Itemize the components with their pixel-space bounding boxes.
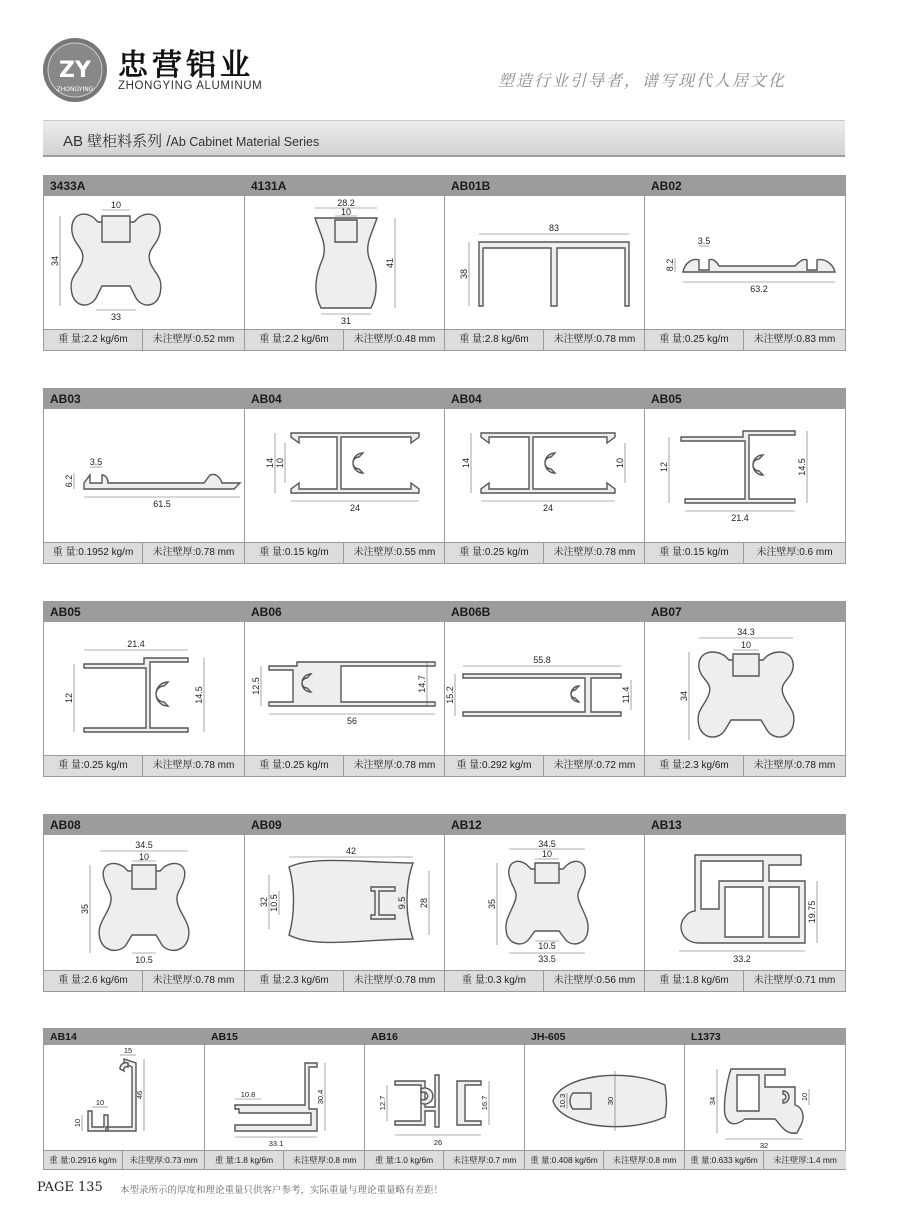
profile-card	[244, 389, 445, 563]
dim-label: 24	[542, 503, 554, 513]
thickness-label: 未注壁厚:0.78 mm	[353, 975, 436, 986]
weight-label: 重 量:0.292 kg/m	[445, 756, 544, 776]
dim-label: 11.4	[621, 686, 631, 704]
profile-code: AB09	[245, 815, 445, 835]
thickness-label: 未注壁厚:0.72 mm	[553, 760, 636, 771]
profile-drawing	[525, 1045, 685, 1151]
weight-label: 重 量:0.3 kg/m	[445, 971, 544, 991]
dim-label: 15.2	[445, 686, 455, 704]
profile-code: AB07	[645, 602, 845, 622]
thickness-label: 未注壁厚:0.78 mm	[553, 547, 636, 558]
page-number: PAGE 135	[37, 1180, 103, 1195]
profile-code: AB06	[245, 602, 445, 622]
dim-label: 14.7	[417, 675, 427, 693]
profile-spec	[44, 1150, 204, 1169]
profile-code: AB04	[245, 389, 445, 409]
profile-card	[644, 389, 845, 563]
profile-spec	[365, 1150, 525, 1169]
profile-card	[444, 815, 645, 991]
brand-name-cn: 忠营铝业	[118, 48, 254, 83]
profile-code: AB12	[445, 815, 645, 835]
profile-card	[444, 389, 645, 563]
dim-label: 61.5	[153, 499, 171, 509]
profile-spec	[645, 329, 845, 350]
dim-label: 12.7	[378, 1095, 387, 1111]
weight-label: 重 量:1.8 kg/6m	[645, 971, 744, 991]
dim-label: 10.5	[269, 894, 279, 912]
profile-drawing	[205, 1045, 365, 1151]
profile-spec	[205, 1150, 365, 1169]
profile-spec	[245, 329, 445, 350]
profile-drawing	[445, 409, 645, 542]
dim-label: 32	[259, 896, 269, 908]
profile-code: JH-605	[525, 1029, 685, 1045]
profile-drawing	[245, 835, 445, 970]
thickness-label: 未注壁厚:0.52 mm	[152, 334, 235, 345]
profile-spec	[44, 542, 244, 563]
dim-label: 12	[659, 461, 669, 473]
dim-label: 3.5	[697, 236, 711, 246]
profile-drawing	[445, 835, 645, 970]
dim-label: 34	[679, 690, 689, 702]
dim-label: 21.4	[127, 639, 145, 649]
profile-card	[244, 815, 445, 991]
profile-spec	[445, 970, 645, 991]
profile-drawing	[645, 622, 845, 755]
profile-drawing	[44, 196, 244, 329]
dim-label: 10	[110, 200, 122, 210]
dim-label: 28	[419, 897, 429, 909]
dim-label: 10	[95, 1098, 105, 1107]
profile-drawing	[44, 1045, 204, 1151]
profile-card	[444, 602, 645, 776]
dim-label: 15	[123, 1046, 133, 1055]
weight-label: 重 量:0.15 kg/m	[645, 543, 744, 563]
dim-label: 14	[461, 457, 471, 469]
thickness-label: 未注壁厚:0.83 mm	[753, 334, 836, 345]
thickness-label: 未注壁厚:0.8 mm	[612, 1155, 677, 1165]
profile-drawing	[44, 835, 244, 970]
footer-note: 本型录所示的厚度和理论重量只供客户参考，实际重量与理论重量略有差距！	[120, 1185, 444, 1196]
weight-label: 重 量:0.25 kg/m	[445, 543, 544, 563]
dim-label: 10.5	[538, 941, 556, 951]
thickness-label: 未注壁厚:0.78 mm	[353, 760, 436, 771]
profile-code: AB03	[44, 389, 244, 409]
profile-spec	[445, 542, 645, 563]
dim-label: 3.5	[89, 457, 103, 467]
profile-drawing	[445, 196, 645, 329]
profile-spec	[245, 970, 445, 991]
dim-label: 56	[346, 716, 358, 726]
profile-drawing	[685, 1045, 845, 1151]
profile-code: AB06B	[445, 602, 645, 622]
series-title-bar	[43, 120, 845, 157]
brand-name-en: ZHONGYING ALUMINUM	[118, 80, 263, 92]
thickness-label: 未注壁厚:0.78 mm	[553, 334, 636, 345]
dim-label: 21.4	[731, 513, 749, 523]
profile-drawing	[365, 1045, 525, 1151]
profile-card	[644, 602, 845, 776]
weight-label: 重 量:2.2 kg/6m	[245, 330, 344, 350]
weight-label: 重 量:0.25 kg/m	[645, 330, 744, 350]
profile-drawing	[44, 409, 244, 542]
dim-label: 12	[64, 692, 74, 704]
weight-label: 重 量:1.0 kg/6m	[365, 1151, 444, 1169]
series-title	[63, 130, 319, 151]
dim-label: 35	[80, 903, 90, 915]
thickness-label: 未注壁厚:0.7 mm	[452, 1155, 517, 1165]
logo-letters: ZY	[59, 58, 91, 83]
profile-drawing	[245, 196, 445, 329]
profile-code: AB04	[445, 389, 645, 409]
profile-spec	[445, 755, 645, 776]
dim-label: 14.5	[194, 686, 204, 704]
dim-label: 26	[433, 1138, 443, 1147]
weight-label: 重 量:2.3 kg/6m	[245, 971, 344, 991]
profile-card	[644, 815, 845, 991]
profile-code: 4131A	[245, 176, 445, 196]
profile-card	[244, 602, 445, 776]
dim-label: 9.5	[397, 896, 407, 910]
dim-label: 55.8	[533, 655, 551, 665]
profile-spec	[645, 542, 845, 563]
profile-spec	[245, 542, 445, 563]
dim-label: 10	[800, 1092, 809, 1102]
dim-label: 10.5	[135, 955, 153, 965]
profile-code: AB02	[645, 176, 845, 196]
profile-code: AB13	[645, 815, 845, 835]
profile-spec	[645, 755, 845, 776]
profile-drawing	[44, 622, 244, 755]
thickness-label: 未注壁厚:0.56 mm	[553, 975, 636, 986]
dim-label: 16.7	[480, 1095, 489, 1111]
weight-label: 重 量:0.25 kg/m	[44, 756, 143, 776]
series-title-en: Ab Cabinet Material Series	[170, 135, 320, 149]
thickness-label: 未注壁厚:0.78 mm	[152, 760, 235, 771]
dim-label: 10	[275, 457, 285, 469]
dim-label: 33.1	[268, 1139, 284, 1148]
profile-code: L1373	[685, 1029, 846, 1045]
dim-label: 30.4	[316, 1089, 325, 1105]
dim-label: 63.2	[750, 284, 768, 294]
slogan: 塑造行业引导者，谱写现代人居文化	[498, 71, 787, 90]
dim-label: 32	[759, 1141, 769, 1150]
dim-label: 34.5	[135, 840, 153, 850]
dim-label: 24	[349, 503, 361, 513]
thickness-label: 未注壁厚:0.8 mm	[292, 1155, 357, 1165]
thickness-label: 未注壁厚:0.48 mm	[353, 334, 436, 345]
profile-card	[44, 1029, 204, 1169]
profile-row-4	[43, 814, 846, 992]
profile-drawing	[645, 196, 845, 329]
dim-label: 33.5	[538, 954, 556, 964]
profile-code: AB01B	[445, 176, 645, 196]
profile-card	[44, 815, 244, 991]
profile-spec	[44, 329, 244, 350]
dim-label: 12.5	[251, 677, 261, 695]
profile-card	[44, 176, 244, 350]
profile-spec	[44, 970, 244, 991]
dim-label: 34	[708, 1096, 717, 1106]
profile-row-5	[43, 1028, 846, 1170]
dim-label: 33	[110, 312, 122, 322]
dim-label: 33.2	[733, 954, 751, 964]
dim-label: 42	[345, 846, 357, 856]
thickness-label: 未注壁厚:0.6 mm	[756, 547, 833, 558]
dim-label: 10.3	[558, 1093, 567, 1109]
profile-drawing	[445, 622, 645, 755]
thickness-label: 未注壁厚:0.71 mm	[753, 975, 836, 986]
dim-label: 10	[740, 640, 752, 650]
dim-label: 8.2	[665, 258, 675, 272]
profile-spec	[44, 755, 244, 776]
dim-label: 34.3	[737, 627, 755, 637]
profile-code: AB08	[44, 815, 244, 835]
profile-drawing	[245, 622, 445, 755]
profile-code: AB05	[44, 602, 244, 622]
profile-code: 3433A	[44, 176, 244, 196]
profile-spec	[525, 1150, 685, 1169]
profile-row-1	[43, 175, 846, 351]
dim-label: 34	[50, 255, 60, 267]
profile-card	[44, 389, 244, 563]
weight-label: 重 量:0.2916 kg/m	[44, 1151, 123, 1169]
thickness-label: 未注壁厚:0.73 mm	[129, 1155, 198, 1165]
dim-label: 35	[487, 898, 497, 910]
dim-label: 14.5	[797, 458, 807, 476]
dim-label: 10	[541, 849, 553, 859]
brand-logo	[42, 37, 108, 103]
profile-row-2	[43, 388, 846, 564]
dim-label: 6.2	[64, 474, 74, 488]
profile-card	[204, 1029, 365, 1169]
profile-card	[44, 602, 244, 776]
dim-label: 30	[606, 1096, 615, 1106]
profile-code: AB15	[205, 1029, 365, 1045]
profile-card	[524, 1029, 685, 1169]
thickness-label: 未注壁厚:0.78 mm	[152, 547, 235, 558]
profile-spec	[245, 755, 445, 776]
profile-card	[684, 1029, 846, 1169]
profile-row-3	[43, 601, 846, 777]
dim-label: 28.2	[337, 198, 355, 208]
logo-subtext: ZHONGYING	[56, 86, 94, 93]
dim-label: 10	[340, 207, 352, 217]
dim-label: 38	[459, 268, 469, 280]
weight-label: 重 量:0.633 kg/6m	[685, 1151, 764, 1169]
dim-label: 10	[615, 457, 625, 469]
weight-label: 重 量:0.408 kg/6m	[525, 1151, 604, 1169]
weight-label: 重 量:1.8 kg/6m	[205, 1151, 284, 1169]
profile-card	[364, 1029, 525, 1169]
profile-card	[244, 176, 445, 350]
dim-label: 10.8	[240, 1090, 256, 1099]
thickness-label: 未注壁厚:1.4 mm	[773, 1155, 837, 1165]
weight-label: 重 量:2.8 kg/6m	[445, 330, 544, 350]
dim-label: 10	[73, 1118, 82, 1128]
thickness-label: 未注壁厚:0.55 mm	[353, 547, 436, 558]
dim-label: 46	[135, 1090, 144, 1100]
weight-label: 重 量:0.1952 kg/m	[44, 543, 143, 563]
profile-card	[444, 176, 645, 350]
weight-label: 重 量:2.2 kg/6m	[44, 330, 143, 350]
weight-label: 重 量:0.15 kg/m	[245, 543, 344, 563]
profile-drawing	[645, 409, 845, 542]
weight-label: 重 量:2.6 kg/6m	[44, 971, 143, 991]
profile-code: AB16	[365, 1029, 525, 1045]
profile-spec	[645, 970, 845, 991]
weight-label: 重 量:2.3 kg/6m	[645, 756, 744, 776]
profile-card	[644, 176, 845, 350]
dim-label: 14	[265, 457, 275, 469]
thickness-label: 未注壁厚:0.78 mm	[753, 760, 836, 771]
dim-label: 41	[385, 257, 395, 269]
weight-label: 重 量:0.25 kg/m	[245, 756, 344, 776]
profile-code: AB14	[44, 1029, 204, 1045]
profile-spec	[685, 1150, 846, 1169]
dim-label: 10	[138, 852, 150, 862]
dim-label: 83	[548, 223, 560, 233]
dim-label: 31	[340, 316, 352, 326]
profile-drawing	[245, 409, 445, 542]
profile-spec	[445, 329, 645, 350]
dim-label: 19.75	[807, 900, 817, 924]
profile-code: AB05	[645, 389, 845, 409]
profile-drawing	[645, 835, 845, 970]
dim-label: 34.5	[538, 839, 556, 849]
series-title-cn: AB 壁柜料系列 /	[63, 133, 171, 150]
thickness-label: 未注壁厚:0.78 mm	[152, 975, 235, 986]
